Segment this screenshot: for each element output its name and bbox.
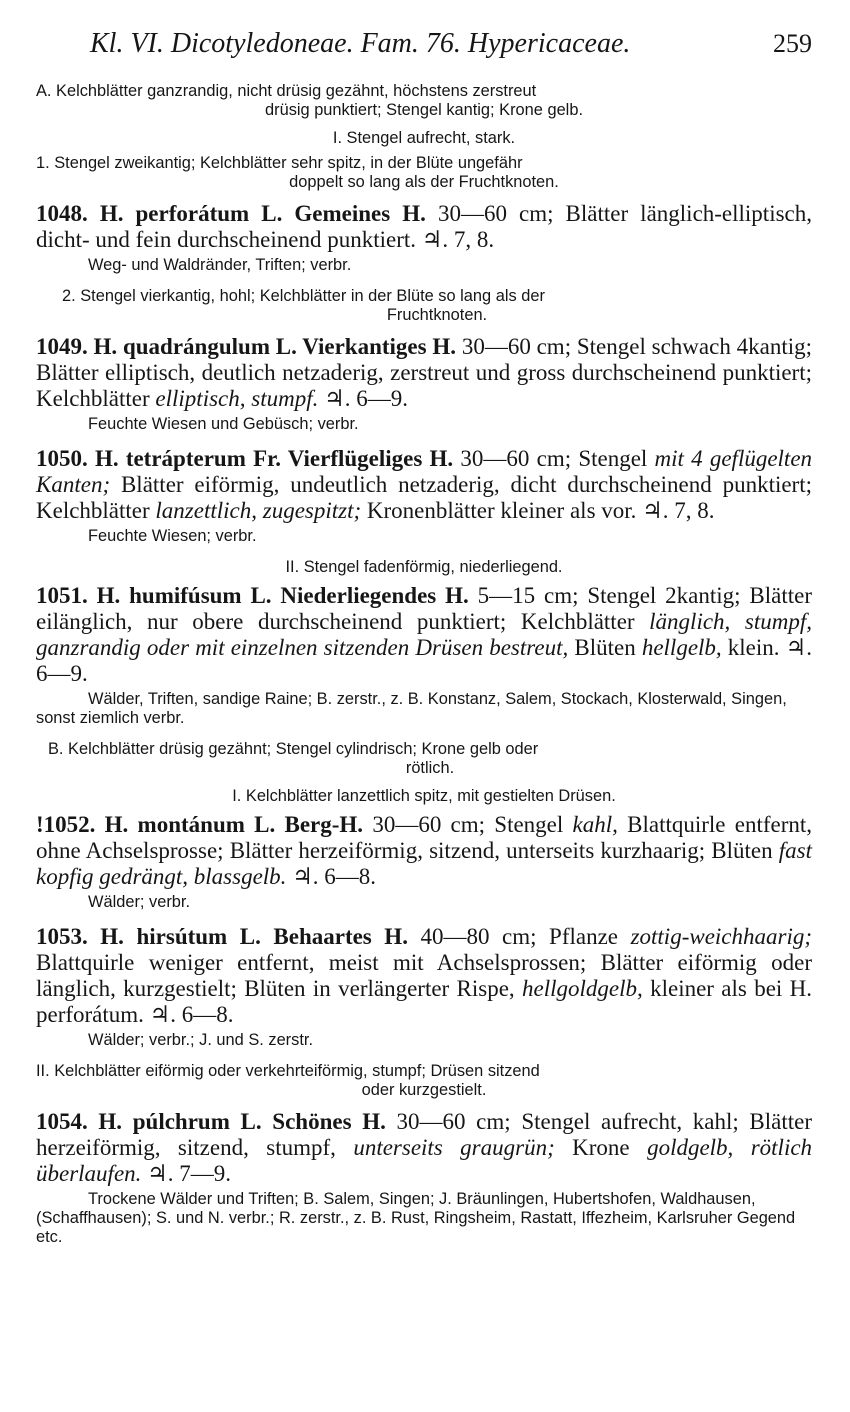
entry-text: Blätter eiförmig, undeutlich netzaderig, dicht durchscheinend punktiert; Kelchblätter <box>36 472 812 523</box>
entry-text: Blattquirle entfernt, ohne Achselsprosse; Blätter herzeiförmig, sitzend, unterseits kurzhaarig; Blüten <box>36 812 813 863</box>
entry-text-italic: hellgelb, <box>641 635 722 660</box>
species-entry-1051 <box>36 583 812 687</box>
key-2-line1: 2. Stengel vierkantig, hohl; Kelchblätter in der Blüte so lang als der <box>62 287 545 305</box>
entry-text-italic: elliptisch, stumpf. <box>155 386 319 411</box>
entry-text-italic: kahl, <box>572 812 618 837</box>
entry-text: Blattquirle weniger entfernt, meist mit Achselsprossen; Blätter eiförmig oder länglich, kurzgestielt; Blüten in verlängerter Rispe, <box>36 950 812 1001</box>
habitat-1054: Trockene Wälder und Triften; B. Salem, Singen; J. Bräunlingen, Hubertshofen, Waldhausen, (Schaffhausen); S. und N. verbr.; R. zerstr., z. B. Rust, Ringsheim, Rastatt, Iffezheim, Karlsruher Gegend etc. <box>36 1190 796 1246</box>
entry-number: 1049. <box>36 334 88 359</box>
entry-text: kleiner als bei H. perforátum. ♃. 6—8. <box>36 976 812 1027</box>
key-B <box>36 740 812 778</box>
key-A <box>36 82 812 120</box>
key-B-line1: B. Kelchblätter drüsig gezähnt; Stengel cylindrisch; Krone gelb oder <box>48 740 539 758</box>
running-header <box>90 28 812 60</box>
habitat-1053: Wälder; verbr.; J. und S. zerstr. <box>88 1031 313 1049</box>
entry-text: ♃. 6—9. <box>324 386 408 411</box>
entry-number: 1053. <box>36 924 88 949</box>
key-B-I: I. Kelchblätter lanzettlich spitz, mit gestielten Drüsen. <box>232 787 616 805</box>
entry-number: 1050. <box>36 446 88 471</box>
entry-text-italic: zottig-weichhaarig; <box>630 924 813 949</box>
species-entry-1048 <box>36 201 812 253</box>
key-1 <box>36 154 812 192</box>
habitat-1050: Feuchte Wiesen; verbr. <box>88 527 257 545</box>
key-A-line2: drüsig punktiert; Stengel kantig; Krone gelb. <box>265 101 583 119</box>
key-2-line2: Fruchtknoten. <box>386 306 488 324</box>
habitat-1052: Wälder; verbr. <box>88 893 191 911</box>
entry-number: 1054. <box>36 1109 88 1134</box>
entry-text: 30—60 cm; Stengel <box>372 812 564 837</box>
entry-text: klein. ♃. 6—9. <box>36 635 813 686</box>
entry-text: 30—60 cm; Blätter länglich-elliptisch, dicht- und fein durchscheinend punktiert. ♃. 7, 8. <box>36 201 813 252</box>
running-title: Kl. VI. Dicotyledoneae. Fam. 76. Hypericaceae. <box>90 28 631 59</box>
entry-text: 30—60 cm; Stengel schwach 4kantig; Blätter elliptisch, deutlich netzaderig, zerstreut und gross durchscheinend punktiert; Kelchblätter <box>36 334 813 411</box>
entry-text: 30—60 cm; Stengel aufrecht, kahl; Blätter herzeiförmig, sitzend, stumpf, <box>36 1109 812 1160</box>
entry-text: 40—80 cm; Pflanze <box>420 924 619 949</box>
key-2 <box>36 287 812 325</box>
key-1-line2: doppelt so lang als der Fruchtknoten. <box>289 173 559 191</box>
habitat-1049: Feuchte Wiesen und Gebüsch; verbr. <box>88 415 359 433</box>
key-B-line2: rötlich. <box>405 759 455 777</box>
species-name: H. montánum L. Berg-H. <box>104 812 364 837</box>
entry-number: 1048. <box>36 201 88 226</box>
key-B-II-line2: oder kurzgestielt. <box>361 1081 487 1099</box>
entry-text-italic: fast kopfig gedrängt, blassgelb. <box>36 838 812 889</box>
species-name: H. tetrápterum Fr. Vierflügeliges H. <box>94 446 454 471</box>
species-entry-1049 <box>36 334 812 412</box>
key-1-line1: 1. Stengel zweikantig; Kelchblätter sehr spitz, in der Blüte ungefähr <box>36 154 523 172</box>
key-A-I: I. Stengel aufrecht, stark. <box>332 129 516 147</box>
key-B-II <box>36 1062 812 1100</box>
book-page <box>36 28 812 1259</box>
entry-text-italic: länglich, stumpf, ganzrandig oder mit einzelnen sitzenden Drüsen bestreut, <box>36 609 812 660</box>
habitat-1048: Weg- und Waldränder, Triften; verbr. <box>88 256 352 274</box>
entry-text: Krone <box>572 1135 630 1160</box>
species-entry-1052 <box>36 812 812 890</box>
entry-text-italic: unterseits graugrün; <box>353 1135 555 1160</box>
species-name: H. humifúsum L. Niederliegendes H. <box>96 583 469 608</box>
species-name: H. quadrángulum L. Vierkantiges H. <box>93 334 457 359</box>
entry-text-italic: lanzettlich, zugespitzt; <box>155 498 362 523</box>
species-name: H. púlchrum L. Schönes H. <box>98 1109 386 1134</box>
entry-number: 1051. <box>36 583 88 608</box>
entry-text-italic: mit 4 geflügelten Kanten; <box>36 446 813 497</box>
species-entry-1054 <box>36 1109 812 1187</box>
entry-text: ♃. 6—8. <box>292 864 377 889</box>
entry-text: Blüten <box>574 635 636 660</box>
key-A-line1: A. Kelchblätter ganzrandig, nicht drüsig gezähnt, höchstens zerstreut <box>36 82 537 100</box>
entry-text: 5—15 cm; Stengel 2kantig; Blätter eilänglich, nur obere durchscheinend punktiert; Kelchblätter <box>36 583 813 634</box>
entry-text: ♃. 7—9. <box>147 1161 232 1186</box>
entry-text: 30—60 cm; Stengel <box>460 446 648 471</box>
species-entry-1050 <box>36 446 812 524</box>
habitat-1051: Wälder, Triften, sandige Raine; B. zerstr., z. B. Konstanz, Salem, Stockach, Klosterwald, Singen, sonst ziemlich verbr. <box>36 690 787 727</box>
species-name: H. perforátum L. Gemeines H. <box>99 201 426 226</box>
page-number: 259 <box>773 29 812 58</box>
key-A-II: II. Stengel fadenförmig, niederliegend. <box>285 558 563 576</box>
species-name: H. hirsútum L. Behaartes H. <box>100 924 408 949</box>
entry-number: !1052. <box>36 812 96 837</box>
species-entry-1053 <box>36 924 812 1028</box>
entry-text-italic: goldgelb, rötlich überlaufen. <box>36 1135 813 1186</box>
entry-text: Kronenblätter kleiner als vor. ♃. 7, 8. <box>366 498 715 523</box>
key-B-II-line1: II. Kelchblätter eiförmig oder verkehrteiförmig, stumpf; Drüsen sitzend <box>36 1062 540 1080</box>
entry-text-italic: hellgoldgelb, <box>522 976 643 1001</box>
